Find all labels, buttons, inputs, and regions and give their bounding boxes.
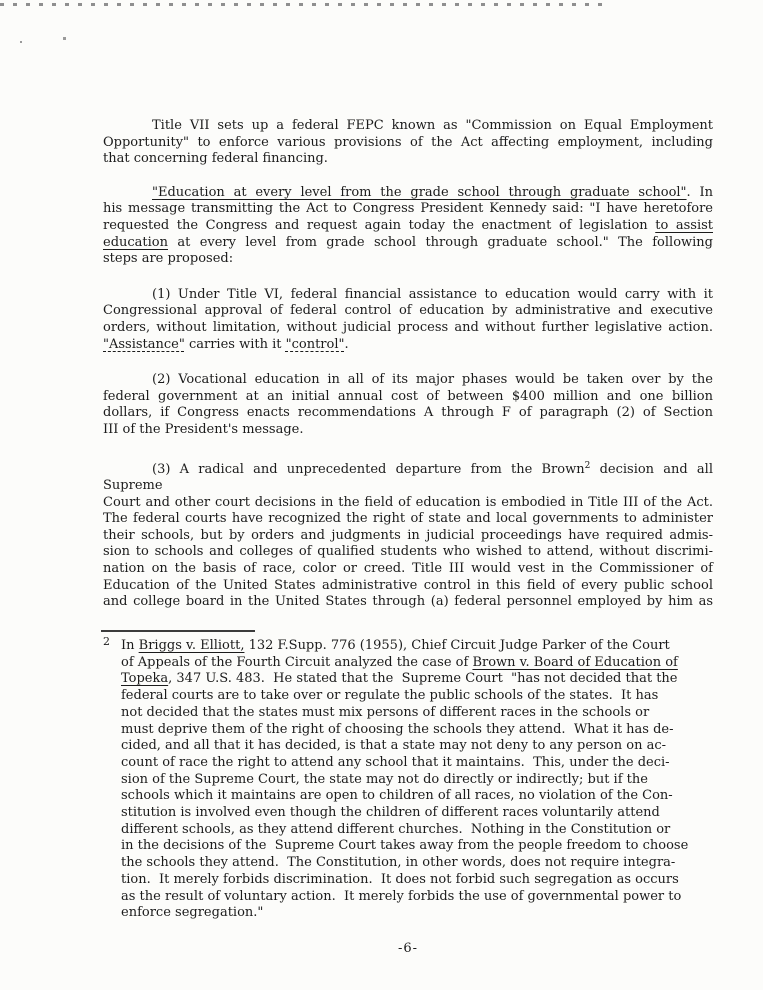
text-segment: The federal courts have recognized the right of state and local governments to administer bbox=[103, 511, 713, 527]
underlined-text: to assist bbox=[655, 217, 713, 233]
text-segment: and college board in the United States through (a) federal personnel employed by him as bbox=[103, 594, 713, 610]
text-segment: count of race the right to attend any school that it maintains. This, under the deci- bbox=[121, 754, 670, 770]
text-line bbox=[103, 185, 713, 202]
underlined-text: Brown v. Board of Education of bbox=[472, 654, 678, 670]
text-line bbox=[103, 594, 713, 611]
text-line bbox=[121, 722, 715, 739]
text-line bbox=[103, 251, 713, 268]
text-line bbox=[103, 495, 713, 512]
text-line bbox=[121, 772, 715, 789]
text-line bbox=[121, 905, 715, 922]
text-segment: stitution is involved even though the children of different races voluntarily attend bbox=[121, 805, 660, 821]
perforation-dashes bbox=[0, 3, 608, 6]
text-line bbox=[103, 235, 713, 252]
text-segment: sion of the Supreme Court, the state may not do directly or indirectly; but if the bbox=[121, 771, 648, 787]
underlined-text: "Education at every level from the grade school through graduate school" bbox=[152, 184, 687, 200]
text-segment: . bbox=[344, 336, 349, 352]
text-segment: enforce segregation." bbox=[121, 905, 264, 921]
text-segment: dollars, if Congress enacts recommendations A through F of paragraph (2) of Section bbox=[103, 405, 713, 421]
underlined-text: "control" bbox=[285, 336, 345, 352]
text-segment: federal government at an initial annual cost of between $400 million and one billion bbox=[103, 388, 713, 404]
text-line bbox=[103, 151, 713, 168]
text-segment: cided, and all that it has decided, is that a state may not deny to any person on ac- bbox=[121, 738, 667, 754]
text-segment: schools which it maintains are open to children of all races, no violation of the Con- bbox=[121, 788, 673, 804]
text-segment: Congressional approval of federal control of education by administrative and executive bbox=[103, 303, 713, 319]
underlined-text: Topeka bbox=[121, 671, 169, 687]
text-segment: Court and other court decisions in the field of education is embodied in Title III of the Act. bbox=[103, 494, 713, 510]
text-segment: tion. It merely forbids discrimination. It does not forbid such segregation as occurs bbox=[121, 871, 679, 887]
text-line bbox=[103, 578, 713, 595]
text-line bbox=[103, 372, 713, 389]
text-line bbox=[103, 544, 713, 561]
text-segment: different schools, as they attend different churches. Nothing in the Constitution or bbox=[121, 821, 671, 837]
text-line bbox=[103, 118, 713, 135]
text-segment: must deprive them of the right of choosing the schools they attend. What it has de- bbox=[121, 721, 674, 737]
text-line bbox=[121, 822, 715, 839]
text-segment: Education of the United States administrative control in this field of every public school bbox=[103, 577, 713, 593]
footnote-separator bbox=[101, 630, 255, 632]
text-line bbox=[103, 337, 713, 354]
paragraph-step-2 bbox=[103, 372, 713, 438]
text-line bbox=[103, 561, 713, 578]
text-segment: orders, without limitation, without judicial process and without further legislative action. bbox=[103, 319, 713, 335]
text-line bbox=[103, 201, 713, 218]
text-line bbox=[103, 511, 713, 528]
text-line bbox=[103, 405, 713, 422]
text-line bbox=[121, 688, 715, 705]
paragraph-step-3 bbox=[103, 458, 713, 611]
footnote-text bbox=[121, 638, 715, 922]
text-line bbox=[121, 855, 715, 872]
text-segment: steps are proposed: bbox=[103, 251, 234, 267]
text-line bbox=[103, 135, 713, 152]
text-segment: (1) Under Title VI, federal financial assistance to education would carry with it bbox=[152, 286, 713, 302]
text-segment: III of the President's message. bbox=[103, 421, 304, 437]
underlined-text: education bbox=[103, 234, 168, 250]
text-segment: their schools, but by orders and judgments in judicial proceedings have required admis- bbox=[103, 527, 713, 543]
text-segment: of Appeals of the Fourth Circuit analyzed the case of bbox=[121, 654, 473, 670]
text-line bbox=[121, 705, 715, 722]
text-segment: In bbox=[121, 638, 139, 653]
text-segment: nation on the basis of race, color or creed. Title III would vest in the Commissioner of bbox=[103, 561, 713, 577]
text-line bbox=[103, 320, 713, 337]
paragraph-step-1 bbox=[103, 287, 713, 353]
text-line bbox=[121, 872, 715, 889]
document-body bbox=[103, 118, 713, 630]
text-line bbox=[103, 287, 713, 304]
text-line bbox=[103, 389, 713, 406]
paragraph-title-vii bbox=[103, 118, 713, 168]
superscript-ref: 2 bbox=[584, 460, 591, 471]
text-segment: Opportunity" to enforce various provisions of the Act affecting employment, including bbox=[103, 134, 713, 150]
text-line bbox=[121, 738, 715, 755]
underlined-text: "Assistance" bbox=[103, 336, 185, 352]
text-segment: (3) A radical and unprecedented departure from the Brown bbox=[152, 461, 585, 477]
text-segment: not decided that the states must mix persons of different races in the schools or bbox=[121, 704, 650, 720]
text-segment: 132 F.Supp. 776 (1955), Chief Circuit Judge Parker of the Court bbox=[244, 638, 670, 653]
paragraph-education-heading bbox=[103, 185, 713, 268]
text-line bbox=[103, 528, 713, 545]
text-line bbox=[103, 458, 713, 495]
scan-speck bbox=[63, 37, 66, 40]
text-line bbox=[121, 655, 715, 672]
text-segment: in the decisions of the Supreme Court takes away from the people freedom to choose bbox=[121, 838, 689, 854]
text-segment: federal courts are to take over or regulate the public schools of the states. It has bbox=[121, 688, 659, 704]
text-segment: carries with it bbox=[184, 336, 286, 352]
text-segment: at every level from grade school through graduate school." The following bbox=[168, 234, 713, 250]
page-number: -6- bbox=[397, 941, 419, 956]
text-segment: . In bbox=[686, 184, 713, 200]
text-line bbox=[121, 755, 715, 772]
text-segment: requested the Congress and request again today the enactment of legislation bbox=[103, 217, 656, 233]
text-segment: (2) Vocational education in all of its major phases would be taken over by the bbox=[152, 372, 713, 388]
text-line bbox=[121, 889, 715, 906]
text-segment: the schools they attend. The Constitution, in other words, does not require integra- bbox=[121, 855, 676, 871]
text-segment: as the result of voluntary action. It merely forbids the use of governmental power to bbox=[121, 888, 682, 904]
text-line bbox=[103, 422, 713, 439]
text-segment: his message transmitting the Act to Congress President Kennedy said: "I have heretofore bbox=[103, 201, 713, 217]
text-segment: Title VII sets up a federal FEPC known as "Commission on Equal Employment bbox=[152, 118, 713, 133]
text-line bbox=[121, 838, 715, 855]
text-line bbox=[121, 805, 715, 822]
text-line bbox=[103, 303, 713, 320]
text-segment: that concerning federal financing. bbox=[103, 151, 328, 167]
footnote bbox=[103, 635, 715, 922]
text-line bbox=[103, 218, 713, 235]
text-segment: decision and all Supreme bbox=[103, 461, 714, 494]
text-line bbox=[121, 638, 715, 655]
underlined-text: Briggs v. Elliott, bbox=[138, 638, 245, 653]
text-segment: , 347 U.S. 483. He stated that the Supreme Court "has not decided that the bbox=[168, 671, 678, 687]
text-segment: sion to schools and colleges of qualified students who wished to attend, without discrimi- bbox=[103, 544, 713, 560]
text-line bbox=[121, 788, 715, 805]
text-line bbox=[121, 671, 715, 688]
footnote-marker: 2 bbox=[103, 635, 110, 648]
scan-speck bbox=[20, 41, 22, 43]
